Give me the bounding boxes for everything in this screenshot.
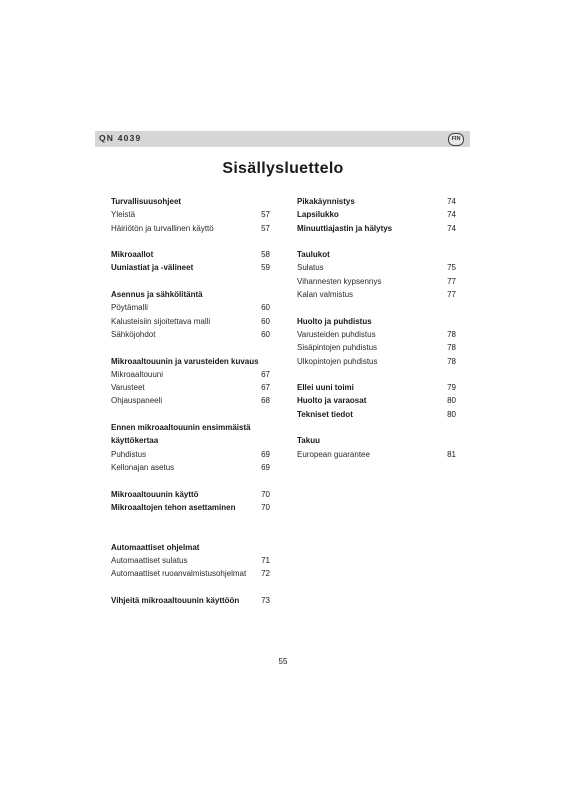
- toc-entry: Automaattiset ruoanvalmistusohjelmat 72: [111, 569, 270, 579]
- toc-entry: Vihannesten kypsennys 77: [297, 276, 456, 286]
- toc-entry: Häiriötön ja turvallinen käyttö 57: [111, 223, 270, 233]
- toc-entry: Huolto ja puhdistus: [297, 316, 372, 326]
- toc-entry: Ennen mikroaaltouunin ensimmäistä: [111, 423, 251, 433]
- toc-entry: Varusteet 67: [111, 383, 270, 393]
- toc-entry: Pikakäynnistys 74: [297, 197, 456, 206]
- toc-entry: Automaattiset ohjelmat: [111, 542, 200, 552]
- toc-entry: Uuniastiat ja -välineet 59: [111, 263, 270, 273]
- toc-entry: Mikroaaltouuni 67: [111, 369, 270, 379]
- toc-entry: Kalusteisiin sijoitettava malli 60: [111, 316, 270, 326]
- toc-entry: Minuuttiajastin ja hälytys 74: [297, 223, 456, 233]
- model-number: QN 4039: [99, 133, 142, 143]
- toc-entry: Kalan valmistus 77: [297, 290, 456, 300]
- toc-entry: Taulukot: [297, 250, 330, 260]
- toc-entry: Sulatus 75: [297, 263, 456, 273]
- toc-entry: Ulkopintojen puhdistus 78: [297, 356, 456, 366]
- toc-entry: Puhdistus 69: [111, 449, 270, 459]
- toc-entry: Vihjeitä mikroaaltouunin käyttöön 73: [111, 595, 270, 605]
- toc-entry: Automaattiset sulatus 71: [111, 556, 270, 566]
- toc-entry: Ohjauspaneeli 68: [111, 396, 270, 406]
- toc-entry: Turvallisuusohjeet: [111, 197, 182, 206]
- toc-entry: Sisäpintojen puhdistus 78: [297, 343, 456, 353]
- toc-entry: Sähköjohdot 60: [111, 329, 270, 339]
- toc-entry: Mikroaaltojen tehon asettaminen 70: [111, 502, 270, 512]
- toc-entry: Takuu: [297, 436, 320, 446]
- toc-entry: Tekniset tiedot 80: [297, 409, 456, 419]
- page-title: Sisällysluettelo: [222, 160, 344, 177]
- toc-entry: Asennus ja sähkölitäntä: [111, 290, 203, 300]
- toc-entry: Varusteiden puhdistus 78: [297, 329, 456, 339]
- toc-entry: käyttökertaa: [111, 436, 159, 446]
- toc-entry: Huolto ja varaosat 80: [297, 396, 456, 406]
- toc-right-column: [297, 195, 456, 461]
- header-bar: [95, 131, 470, 147]
- toc-entry: Ellei uuni toimi 79: [297, 383, 456, 393]
- toc-entry: Mikroaaltouunin ja varusteiden kuvaus: [111, 356, 259, 366]
- toc-left-column: [111, 195, 270, 607]
- language-badge: FIN: [448, 133, 464, 146]
- toc-entry: Yleistä 57: [111, 210, 270, 220]
- toc-entry: Lapsilukko 74: [297, 210, 456, 220]
- toc-entry: Mikroaallot 58: [111, 250, 270, 260]
- toc-entry: Kellonajan asetus 69: [111, 462, 270, 472]
- page-number: 55: [278, 657, 288, 666]
- toc-entry: Pöytämalli 60: [111, 303, 270, 313]
- toc-entry: European guarantee 81: [297, 449, 456, 459]
- toc-entry: Mikroaaltouunin käyttö 70: [111, 489, 270, 499]
